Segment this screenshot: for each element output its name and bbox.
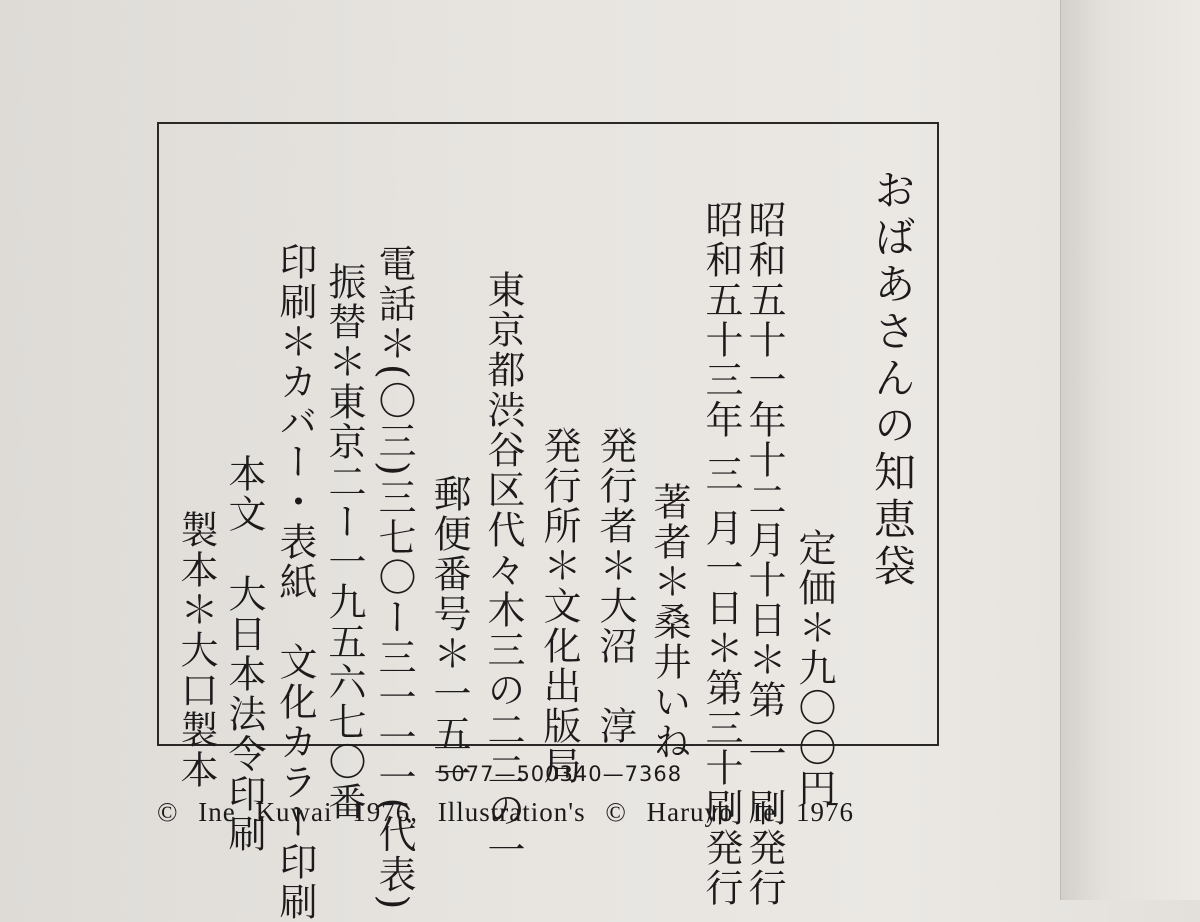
first-printing-date: 昭和五十一年十二月十日＊第 一 刷発行 — [742, 200, 786, 909]
binding: 製本＊大口製本 — [174, 510, 218, 790]
publishing-office: 発行所＊文化出版局 — [537, 426, 581, 786]
book-title: おばあさんの知恵袋 — [868, 168, 917, 591]
price: 定価＊九〇〇円 — [792, 528, 836, 808]
isbn-code: 5077—500340—7368 — [437, 762, 683, 786]
publisher-person: 発行者＊大沼 淳 — [593, 426, 637, 746]
thirtieth-printing-date: 昭和五十三年 三 月一日＊第三十刷発行 — [699, 200, 743, 909]
copyright-line: © Ine Kuwai 1976, Illustration's © Haruyo Ie 1976 — [157, 797, 855, 827]
postal-code: 郵便番号＊一五一 — [427, 474, 471, 794]
adjacent-page-edge — [1060, 0, 1200, 900]
transfer-account: 振替＊東京二ー一九五六七〇番 — [322, 262, 366, 822]
phone-number: 電話＊(〇三)三七〇ー三一一一(代表) — [372, 244, 416, 912]
printing-body: 本文 大日本法令印刷 — [222, 454, 266, 854]
author: 著者＊桑井いね — [647, 482, 691, 762]
printing-cover: 印刷＊カバー・表紙 文化カラー印刷 — [273, 242, 317, 922]
address: 東京都渋谷区代々木三の二二の一 — [481, 270, 525, 870]
